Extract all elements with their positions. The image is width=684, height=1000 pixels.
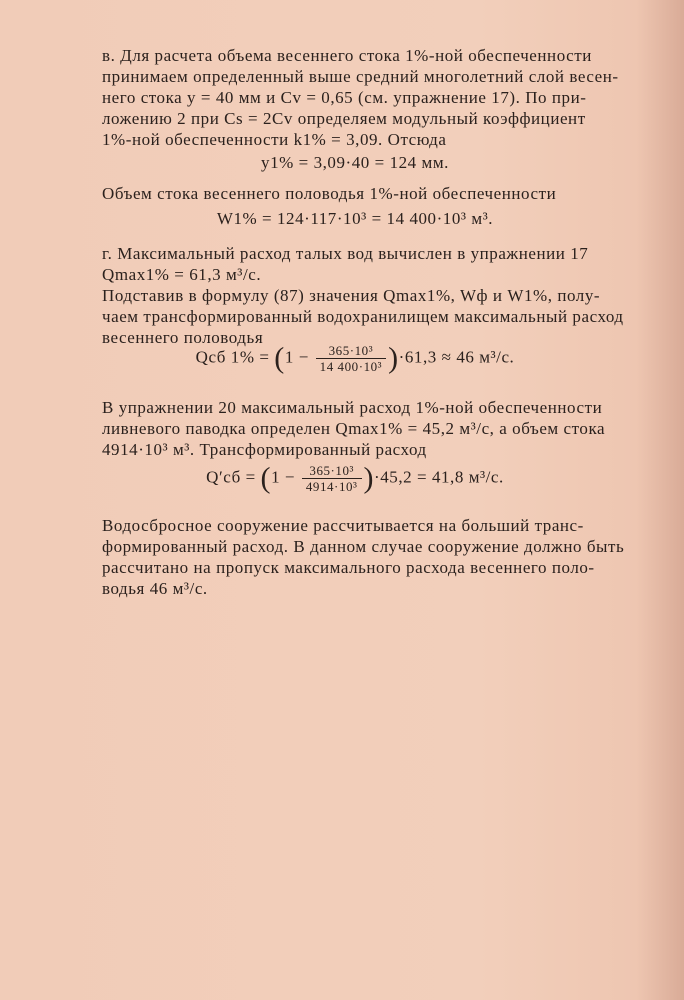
equation-text: y1% = 3,09·40 = 124 мм. <box>261 153 449 172</box>
equation-lhs: Q′сб = <box>206 467 261 487</box>
text-line: Объем стока весеннего половодья 1%-ной обеспеченности <box>102 184 557 203</box>
text-line: рассчитано на пропуск максимального расхода весеннего поло- <box>102 558 595 577</box>
equation-row <box>60 343 650 374</box>
paragraph-g <box>102 243 655 348</box>
paren-close: ) <box>363 461 375 495</box>
equation-rhs: ·61,3 ≈ 46 м³/с. <box>398 347 515 367</box>
text-line: водья 46 м³/с. <box>102 579 208 598</box>
text-line: ливневого паводка определен Qmax1% = 45,2 м³/с, а объем стока <box>102 419 606 438</box>
text-line: Qmax1% = 61,3 м³/с. <box>102 265 262 284</box>
paragraph-volume <box>102 183 655 204</box>
fraction-numerator: 365·10³ <box>316 343 386 359</box>
equation-text: W1% = 124·117·10³ = 14 400·10³ м³. <box>216 209 494 228</box>
paren-open: ( <box>260 461 272 495</box>
paragraph-conclusion <box>102 515 655 599</box>
fraction-numerator: 365·10³ <box>302 463 362 479</box>
equation-row <box>60 463 650 494</box>
text-line: него стока y = 40 мм и Cv = 0,65 (см. упражнение 17). По при- <box>102 88 587 107</box>
fraction <box>316 343 386 374</box>
fraction-denominator: 14 400·10³ <box>319 359 383 374</box>
text-line: в. Для расчета объема весеннего стока 1%-ной обеспеченности <box>102 46 592 65</box>
fraction <box>302 463 362 494</box>
one: 1 − <box>271 467 300 487</box>
text-line: 1%-ной обеспеченности k1% = 3,09. Отсюда <box>102 130 447 149</box>
equation-y1 <box>60 152 650 173</box>
equation-qsb <box>60 343 650 374</box>
text-line: чаем трансформированный водохранилищем максимальный расход <box>102 307 624 326</box>
fraction-denominator: 4914·10³ <box>305 479 358 494</box>
equation-rhs: ·45,2 = 41,8 м³/с. <box>374 467 504 487</box>
text-line: В упражнении 20 максимальный расход 1%-ной обеспеченности <box>102 398 603 417</box>
equation-lhs: Qсб 1% = <box>195 347 275 367</box>
text-line: весеннего половодья <box>102 328 264 347</box>
text-line: ложению 2 при Cs = 2Cv определяем модульный коэффициент <box>102 109 586 128</box>
text-line: формированный расход. В данном случае сооружение должно быть <box>102 537 625 556</box>
one: 1 − <box>284 347 314 367</box>
text-line: г. Максимальный расход талых вод вычислен в упражнении 17 <box>102 244 589 263</box>
text-line: Подставив в формулу (87) значения Qmax1%, Wф и W1%, полу- <box>102 286 601 305</box>
equation-qsb-prime <box>60 463 650 494</box>
text-line: принимаем определенный выше средний многолетний слой весен- <box>102 67 619 86</box>
text-line: 4914·10³ м³. Трансформированный расход <box>102 440 427 459</box>
equation-w1 <box>60 208 650 229</box>
paren-open: ( <box>274 341 285 375</box>
text-line: Водосбросное сооружение рассчитывается на больший транс- <box>102 516 584 535</box>
paren-close: ) <box>388 341 399 375</box>
paragraph-v <box>102 45 655 150</box>
paragraph-20 <box>102 397 655 460</box>
